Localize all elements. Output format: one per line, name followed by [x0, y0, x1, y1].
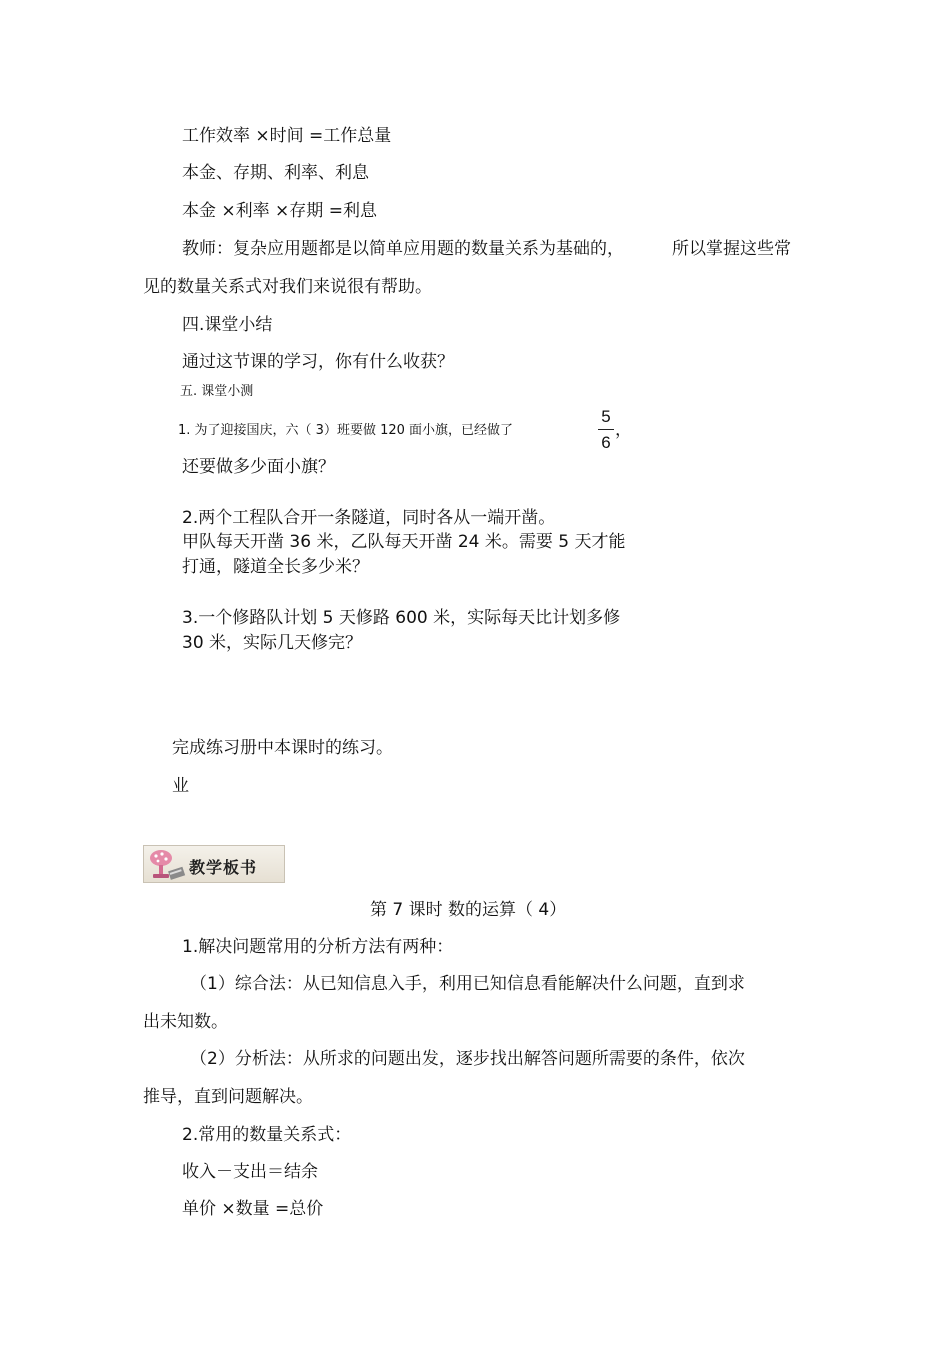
- lamp-book-icon: [147, 848, 187, 882]
- teacher-remark: 教师：复杂应用题都是以简单应用题的数量关系为基础的，: [182, 239, 624, 259]
- badge-title: 教学板书: [189, 858, 258, 877]
- fraction-numerator: 5: [601, 407, 611, 426]
- quiz-question-3-line2: 30 米，实际几天修完？: [182, 633, 363, 653]
- homework-fragment: 业: [172, 776, 189, 796]
- lesson-title: 第 7 课时 数的运算（ 4）: [370, 900, 567, 920]
- point-2-heading: 2.常用的数量关系式：: [182, 1125, 352, 1145]
- homework-text: 完成练习册中本课时的练习。: [172, 738, 393, 758]
- quiz-question-1-cont: 还要做多少面小旗？: [182, 457, 335, 477]
- fraction-denominator: 6: [601, 433, 611, 452]
- method-analysis: （2）分析法：从所求的问题出发，逐步找出解答问题所需要的条件，依次: [190, 1049, 745, 1069]
- section-summary-heading: 四.课堂小结: [182, 315, 273, 335]
- quiz-question-2-line3: 打通，隧道全长多少米？: [182, 557, 369, 577]
- formula-balance: 收入－支出＝结余: [182, 1162, 318, 1182]
- quiz-question-3: 3.一个修路队计划 5 天修路 600 米，实际每天比计划多修: [182, 608, 621, 628]
- section-quiz-heading: 五. 课堂小测: [180, 384, 254, 399]
- terms-interest: 本金、存期、利率、利息: [182, 163, 369, 183]
- formula-work: 工作效率 ×时间 =工作总量: [182, 126, 392, 146]
- method-synthesis-cont: 出未知数。: [143, 1012, 228, 1032]
- quiz-question-2-line2: 甲队每天开凿 36 米，乙队每天开凿 24 米。需要 5 天才能: [182, 532, 626, 552]
- point-1-heading: 1.解决问题常用的分析方法有两种：: [182, 937, 454, 957]
- quiz-question-1: 1. 为了迎接国庆，六（ 3）班要做 120 面小旗，已经做了: [178, 423, 514, 438]
- summary-question: 通过这节课的学习，你有什么收获？: [182, 352, 454, 372]
- blackboard-badge: [143, 845, 285, 883]
- quiz-question-2: 2.两个工程队合开一条隧道，同时各从一端开凿。: [182, 508, 556, 528]
- fraction-five-sixths: [598, 407, 614, 452]
- teacher-remark-cont: 所以掌握这些常: [672, 239, 791, 259]
- fraction-bar: [598, 429, 614, 430]
- teacher-remark-end: 见的数量关系式对我们来说很有帮助。: [143, 277, 432, 297]
- method-analysis-cont: 推导，直到问题解决。: [143, 1087, 313, 1107]
- method-synthesis: （1）综合法：从已知信息入手，利用已知信息看能解决什么问题，直到求: [190, 974, 745, 994]
- fraction-comma: ，: [615, 420, 632, 440]
- formula-interest: 本金 ×利率 ×存期 =利息: [182, 201, 377, 221]
- formula-total-price: 单价 ×数量 =总价: [182, 1199, 324, 1219]
